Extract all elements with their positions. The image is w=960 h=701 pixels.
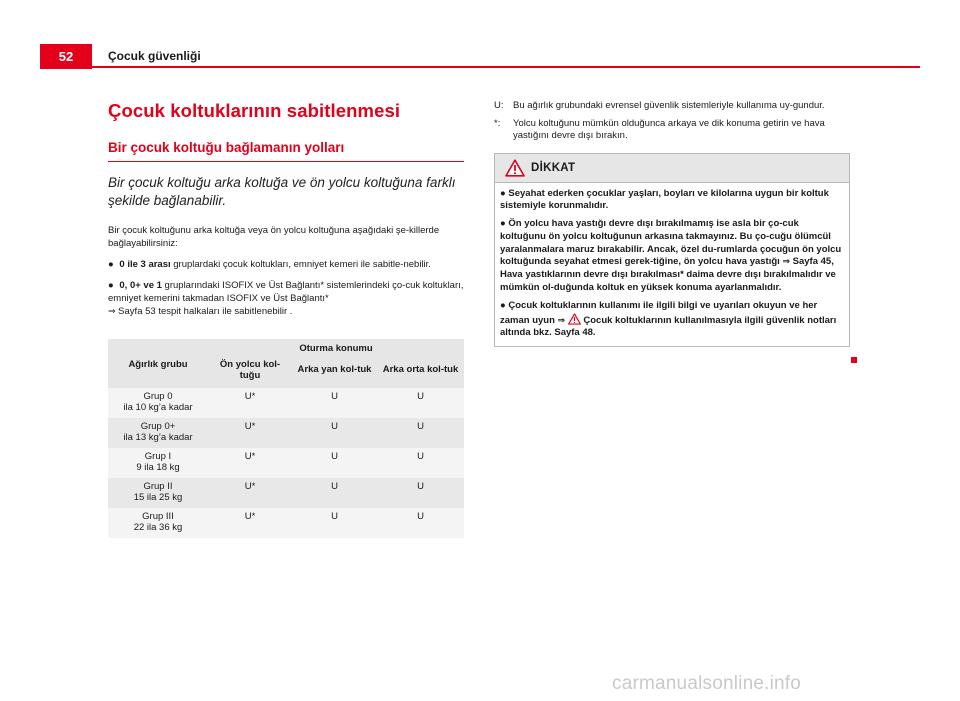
- warning-title: DİKKAT: [531, 161, 576, 174]
- page-title: Çocuk koltuklarının sabitlenmesi: [108, 100, 401, 121]
- rear-center-cell: U: [377, 448, 464, 478]
- front-cell: U*: [208, 418, 292, 448]
- bullet-bold: 0, 0+ ve 1: [119, 280, 162, 291]
- arrow-right-icon: ⇒: [108, 307, 116, 317]
- note-key: U:: [494, 100, 504, 111]
- weight-group-cell: Grup 0+ ila 13 kg’a kadar: [108, 418, 208, 448]
- header-rear-side: Arka yan kol-tuk: [292, 357, 377, 388]
- warning-text: Seyahat ederken çocuklar yaşları, boyları ve kilolarına uygun bir koltuk sistemiyle korunmalıdır.: [500, 187, 829, 212]
- bullet-dot: ●: [500, 187, 506, 199]
- bullet-item-2: [108, 279, 464, 319]
- note-text: Yolcu koltuğunu mümkün olduğunca arkaya ve dik konuma getirin ve hava yastığını devre dışı bırakın.: [513, 117, 825, 141]
- section-subtitle: Bir çocuk koltuğu bağlamanın yolları: [108, 140, 464, 162]
- page-reference-link[interactable]: Çocuk koltuklarının kullanılmasıyla ilgili güvenlik notları altında bkz. Sayfa 48.: [500, 314, 837, 339]
- rear-side-cell: U: [292, 448, 377, 478]
- table-row: [108, 418, 464, 448]
- warning-item: [500, 188, 844, 214]
- note-key: *:: [494, 117, 501, 129]
- table-notes: [494, 100, 848, 143]
- warning-item: [500, 300, 844, 340]
- header-weight-group: Ağırlık grubu: [108, 339, 208, 388]
- page-reference-link[interactable]: Sayfa 45, Hava yastıklarının devre dışı bırakılması* daima devre dışı bırakılmalıdır ve mümkün ol-duğunda koltuk en yüksek konuma ayarlanmalıdır.: [500, 256, 836, 294]
- intro-paragraph: Bir çocuk koltuğunu arka koltuğa veya ön yolcu koltuğuna aşağıdaki şe-killerde bağlayabilirsiniz:: [108, 225, 440, 249]
- rear-side-cell: U: [292, 388, 377, 418]
- note-item: [494, 118, 848, 143]
- left-column: [108, 100, 464, 538]
- weight-group-cell: Grup III 22 ila 36 kg: [108, 508, 208, 538]
- bullet-dot: ●: [108, 280, 114, 291]
- bullet-bold: 0 ile 3 arası: [119, 259, 171, 270]
- rear-side-cell: U: [292, 478, 377, 508]
- rear-side-cell: U: [292, 508, 377, 538]
- warning-text: Ön yolcu hava yastığı devre dışı bırakılmamış ise asla bir ço-cuk koltuğunu ön yolcu koltuğunun arkasına takmayınız. Bu ço-cuğu ölümcül yaralanmalara maruz bırakabilir. Ancak, özel du-rumlarda çocuğun ön yolcu koltuğunda seyahat etmesi gerek-tiğine, ön yolcu hava yastığı: [500, 218, 842, 268]
- front-cell: U*: [208, 388, 292, 418]
- page-number: 52: [58, 49, 74, 64]
- bullet-dot: ●: [108, 259, 114, 270]
- header-seating-position: Oturma konumu: [208, 339, 464, 357]
- rear-center-cell: U: [377, 508, 464, 538]
- bullet-item-1: [108, 258, 464, 271]
- section-end-marker: [851, 357, 857, 363]
- seat-compatibility-table: [108, 339, 464, 538]
- watermark: carmanualsonline.info: [612, 673, 802, 694]
- bullet-text: gruplardaki çocuk koltukları, emniyet kemeri ile sabitle-nebilir.: [170, 259, 431, 270]
- header-rear-center: Arka orta kol-tuk: [377, 357, 464, 388]
- bullet-dot: ●: [500, 299, 506, 311]
- arrow-right-icon: ⇒: [557, 315, 566, 326]
- weight-group-cell: Grup II 15 ila 25 kg: [108, 478, 208, 508]
- page-reference-link[interactable]: Sayfa 53 tespit halkaları ile sabitlenebilir .: [115, 306, 293, 317]
- front-cell: U*: [208, 508, 292, 538]
- header-front-passenger: Ön yolcu kol-tuğu: [208, 357, 292, 388]
- warning-body: [495, 183, 849, 347]
- warning-triangle-icon: [505, 159, 525, 177]
- header-divider: [40, 66, 920, 68]
- warning-triangle-icon: [568, 313, 581, 325]
- rear-side-cell: U: [292, 418, 377, 448]
- table-row: [108, 388, 464, 418]
- bullet-text: gruplarındaki ISOFIX ve Üst Bağlantı* sistemlerindeki ço-cuk koltukları, emniyet kemerini takmadan ISOFIX ve Üst Bağlantı*: [108, 280, 464, 304]
- front-cell: U*: [208, 478, 292, 508]
- front-cell: U*: [208, 448, 292, 478]
- table-row: [108, 478, 464, 508]
- rear-center-cell: U: [377, 418, 464, 448]
- warning-header: [495, 154, 849, 183]
- note-item: [494, 100, 848, 113]
- table-row: [108, 448, 464, 478]
- note-text: Bu ağırlık grubundaki evrensel güvenlik sistemleriyle kullanıma uy-gundur.: [513, 100, 825, 111]
- lead-text: Bir çocuk koltuğu arka koltuğa ve ön yolcu koltuğuna farklı şekilde bağlanabilir.: [108, 175, 456, 208]
- warning-box: [494, 153, 850, 348]
- table-row: [108, 508, 464, 538]
- rear-center-cell: U: [377, 388, 464, 418]
- warning-text: Çocuk koltuklarının kullanımı ile ilgili bilgi ve uyarıları okuyun ve her zaman uyun: [500, 299, 818, 326]
- weight-group-cell: Grup 0 ila 10 kg’a kadar: [108, 388, 208, 418]
- warning-item: [500, 218, 844, 295]
- rear-center-cell: U: [377, 478, 464, 508]
- right-column: [494, 100, 848, 347]
- weight-group-cell: Grup I 9 ila 18 kg: [108, 448, 208, 478]
- bullet-dot: ●: [500, 218, 506, 230]
- running-title: Çocuk güvenliği: [108, 49, 201, 63]
- arrow-right-icon: ⇒: [782, 257, 790, 268]
